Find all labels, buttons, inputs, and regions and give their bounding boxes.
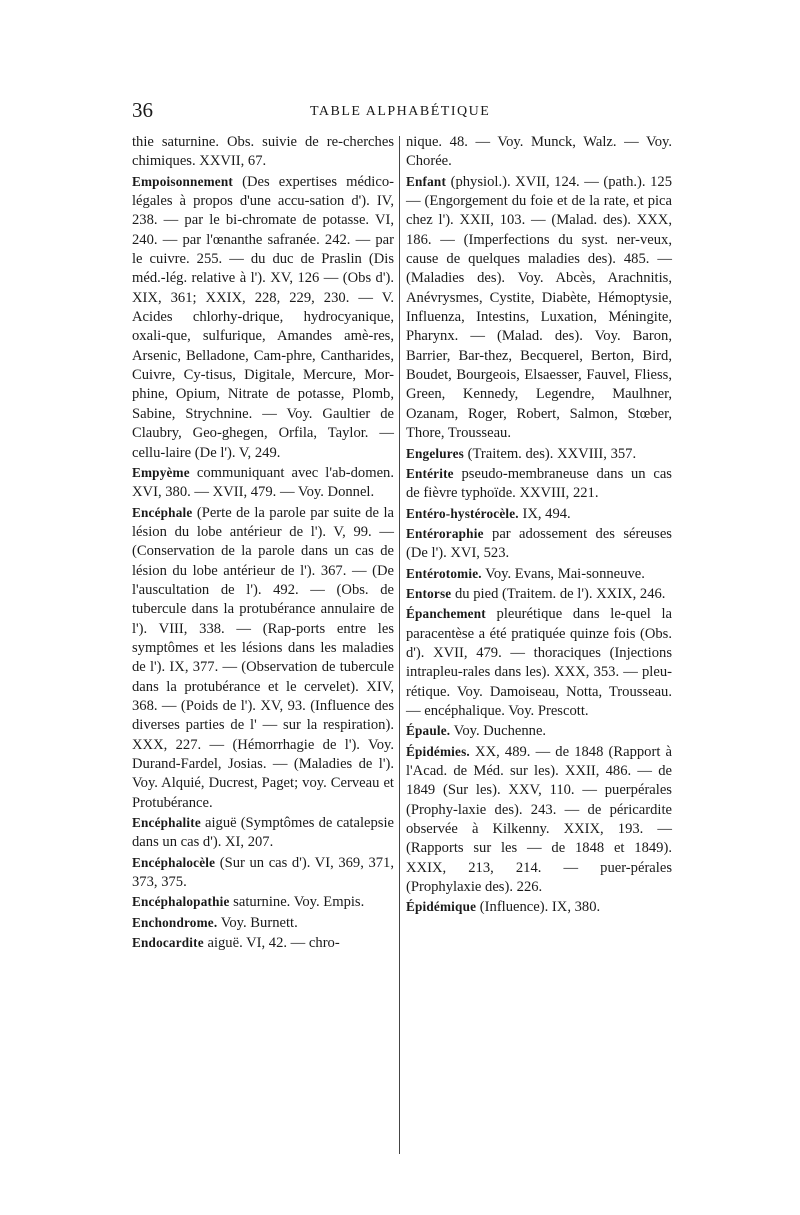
entry-text: (Sur un cas d'). VI, 369, 371, 373, 375. — [132, 854, 394, 891]
page-number: 36 — [132, 98, 153, 122]
index-entry — [132, 172, 394, 463]
left-column — [132, 133, 394, 953]
entry-headword: Empyème — [132, 464, 190, 480]
index-entry — [406, 444, 672, 464]
index-entry — [406, 584, 672, 604]
entry-text: saturnine. Voy. Empis. — [229, 894, 365, 911]
entry-text: (Des expertises médico-légales à propos d'une accu-sation d'). IV, 238. — par le bi-chromate de potasse. VI, 240. — par l'œnanthe safranée. 242. — par le cuivre. 255. — du duc de Praslin (Dis méd.-lég. relative à l'). XV, 126 — (Obs d'). XIX, 361; XXIX, 228, 229, 230. — V. Acides chlorhy-drique, hydrocyanique, oxali-que, sulfurique, Amandes amè-res, Arsenic, Belladone, Cam-phre, Cantharides, Cuivre, Cy-tisus, Digitale, Mercure, Mor-phine, Opium, Nitrate de potasse, Plomb, Sabine, Strychnine. — Voy. Gaultier de Claubry, Geo-ghegen, Orfila, Taylor. — cellu-laire (De l'). V, 249. — [132, 173, 394, 461]
entry-headword: Entérotomie. — [406, 565, 482, 581]
index-entry — [132, 463, 394, 503]
entry-headword: Enfant — [406, 173, 447, 189]
index-entry-continuation — [406, 133, 672, 172]
entry-headword: Épaule. — [406, 723, 451, 739]
entry-text: Voy. Duchenne. — [450, 723, 547, 740]
entry-headword: Encéphalopathie — [132, 894, 230, 910]
index-entry-continuation — [132, 133, 394, 172]
running-head: TABLE ALPHABÉTIQUE — [310, 104, 491, 119]
entry-text: thie saturnine. Obs. suivie de re-cherches chimiques. XXVII, 67. — [132, 134, 394, 170]
index-entry — [132, 503, 394, 814]
entry-headword: Entérite — [406, 465, 454, 481]
index-entry — [406, 524, 672, 564]
index-entry — [406, 897, 672, 917]
index-entry — [406, 742, 672, 898]
entry-text: (Perte de la parole par suite de la lésion du lobe antérieur de l'). V, 99. — (Conservation de la parole dans un cas de lésion du lobe antérieur de l'). 367. — (De l'auscultation de l'). 492. — (Obs. de tubercule dans la protubérance annulaire de l'). VIII, 338. — (Rap-ports entre les symptômes et les lésions dans les maladies de l'). IX, 377. — (Observation de tubercule dans la protubérance et le cervelet). XIV, 368. — (Poids de l'). XV, 93. (Influence des diverses parties de l' — sur la respiration). XXX, 227. — (Hémorrhagie de l'). Voy. Durand-Fardel, Josias. — (Maladies de l'). Voy. Alquié, Ducrest, Paget; voy. Cerveau et Protubérance. — [132, 504, 394, 811]
index-entry — [406, 172, 672, 444]
right-column — [406, 133, 672, 918]
entry-headword: Épidémies. — [406, 743, 470, 759]
entry-text: XX, 489. — de 1848 (Rapport à l'Acad. de Méd. sur les). XXII, 486. — de 1849 (Sur les). XXV, 110. — puerpérales (Prophy-laxie des). 243. — de péricardite observée à Kilkenny. XXIX, 193. — (Rapports sur les — de 1848 et 1849). XXIX, 213, 214. — puer-pérales (Prophylaxie des). 226. — [406, 743, 672, 896]
index-entry — [406, 504, 672, 524]
entry-headword: Épanchement — [406, 606, 486, 622]
entry-text: aiguë. VI, 42. — chro- — [203, 935, 340, 952]
index-entry — [132, 813, 394, 853]
entry-text: (Influence). IX, 380. — [476, 899, 601, 916]
entry-headword: Entéroraphie — [406, 525, 484, 541]
entry-text: par adossement des séreuses (De l'). XVI, 523. — [406, 525, 672, 562]
entry-headword: Entéro-hystérocèle. — [406, 505, 519, 521]
page-header — [132, 98, 672, 128]
index-entry — [406, 721, 672, 741]
entry-headword: Épidémique — [406, 899, 477, 915]
entry-headword: Enchondrome. — [132, 914, 218, 930]
index-entry — [132, 853, 394, 893]
column-divider — [399, 136, 400, 1154]
entry-headword: Empoisonnement — [132, 173, 233, 189]
entry-text: (Traitem. des). XXVIII, 357. — [463, 445, 637, 462]
entry-text: (physiol.). XVII, 124. — (path.). 125 — (Engorgement du foie et de la rate, et pica chez l'). XXII, 103. — (Malad. des). XXX, 186. — (Imperfections du syst. ner-veux, cause de quelques maladies des). 485. — (Maladies des). Voy. Abcès, Arachnitis, Anévrysmes, Cystite, Diabète, Hémoptysie, Influenza, Intestins, Luxation, Méningite, Pharynx. — (Malad. des). Voy. Baron, Barrier, Bar-thez, Becquerel, Berton, Bird, Boudet, Bourgeois, Elsaesser, Fauvel, Fliess, Green, Kennedy, Legendre, Maulhner, Ozanam, Roger, Robert, Salmon, Stœber, Thore, Trousseau. — [406, 173, 672, 442]
index-entry — [132, 933, 394, 953]
index-entry — [132, 892, 394, 912]
entry-text: communiquant avec l'ab-domen. XVI, 380. — XVII, 479. — Voy. Donnel. — [132, 464, 394, 501]
entry-text: pseudo-membraneuse dans un cas de fièvre typhoïde. XXVIII, 221. — [406, 465, 672, 502]
entry-headword: Endocardite — [132, 935, 204, 951]
entry-headword: Encéphalocèle — [132, 854, 216, 870]
entry-text: pleurétique dans le-quel la paracentèse a été pratiquée quinze fois (Obs. d'). XVII, 479. — thoraciques (Injections intrapleu-rales dans les). XXX, 353. — pleu-rétique. Voy. Damoiseau, Notta, Trousseau. — encéphalique. Voy. Prescott. — [406, 606, 672, 719]
entry-headword: Encéphalite — [132, 815, 201, 831]
index-entry — [406, 464, 672, 504]
entry-text: IX, 494. — [518, 505, 571, 522]
index-entry — [132, 913, 394, 933]
index-entry — [406, 564, 672, 584]
entry-headword: Encéphale — [132, 504, 193, 520]
entry-headword: Engelures — [406, 445, 464, 461]
entry-text: Voy. Burnett. — [217, 914, 298, 931]
entry-headword: Entorse — [406, 585, 452, 601]
index-entry — [406, 604, 672, 721]
entry-text: du pied (Traitem. de l'). XXIX, 246. — [451, 585, 666, 602]
entry-text: nique. 48. — Voy. Munck, Walz. — Voy. Chorée. — [406, 134, 672, 170]
entry-text: aiguë (Symptômes de catalepsie dans un cas d'). XI, 207. — [132, 815, 394, 851]
entry-text: Voy. Evans, Mai-sonneuve. — [481, 565, 645, 582]
